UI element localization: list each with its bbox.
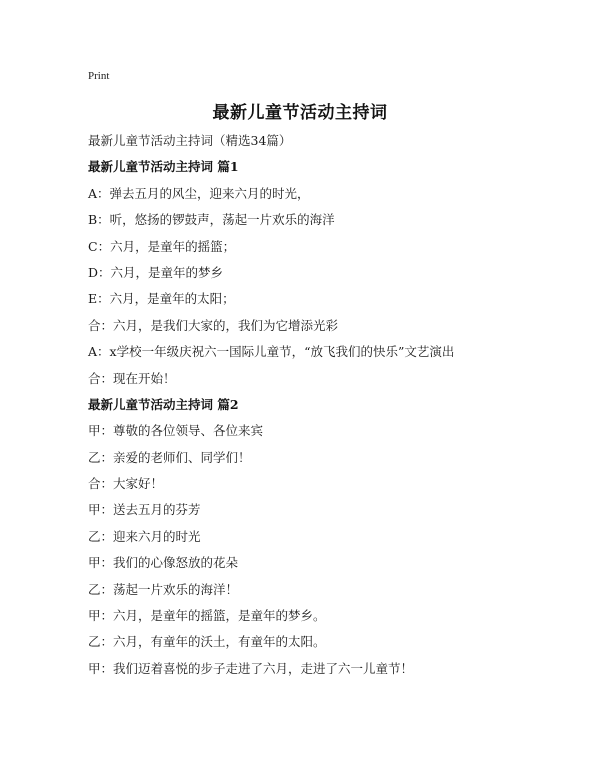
section-heading: 最新儿童节活动主持词 篇2 [88,396,239,412]
paragraph-line: 乙：亲爱的老师们、同学们！ [88,449,251,465]
paragraph-line: 甲：尊敬的各位领导、各位来宾 [88,423,264,439]
paragraph-line: C：六月，是童年的摇篮； [88,238,236,254]
paragraph-line: E：六月，是童年的太阳； [88,291,235,307]
paragraph-line: A：弹去五月的风尘，迎来六月的时光， [88,185,310,201]
section-heading: 最新儿童节活动主持词 篇1 [88,159,239,175]
paragraph-line: A：x学校一年级庆祝六一国际儿童节，“放飞我们的快乐”文艺演出 [88,344,455,360]
paragraph-line: B：听，悠扬的锣鼓声，荡起一片欢乐的海洋 [88,212,335,228]
paragraph-line: 甲：送去五月的芬芳 [88,502,201,518]
print-label: Print [88,70,110,82]
paragraph-line: 合：现在开始！ [88,370,176,386]
paragraph-line: 乙：六月，有童年的沃土，有童年的太阳。 [88,634,326,650]
document-body [88,128,528,682]
paragraph-line: D：六月，是童年的梦乡 [88,264,224,280]
document-subtitle: 最新儿童节活动主持词（精选34篇） [88,133,292,148]
paragraph-line: 甲：六月，是童年的摇篮，是童年的梦乡。 [88,608,326,624]
page-title: 最新儿童节活动主持词 [212,103,388,123]
paragraph-line: 甲：我们迈着喜悦的步子走进了六月，走进了六一儿童节！ [88,660,414,676]
paragraph-line: 合：大家好！ [88,476,164,492]
paragraph-line: 乙：荡起一片欢乐的海洋！ [88,581,239,597]
paragraph-line: 甲：我们的心像怒放的花朵 [88,555,239,571]
paragraph-line: 乙：迎来六月的时光 [88,528,201,544]
paragraph-line: 合：六月，是我们大家的，我们为它增添光彩 [88,317,339,333]
